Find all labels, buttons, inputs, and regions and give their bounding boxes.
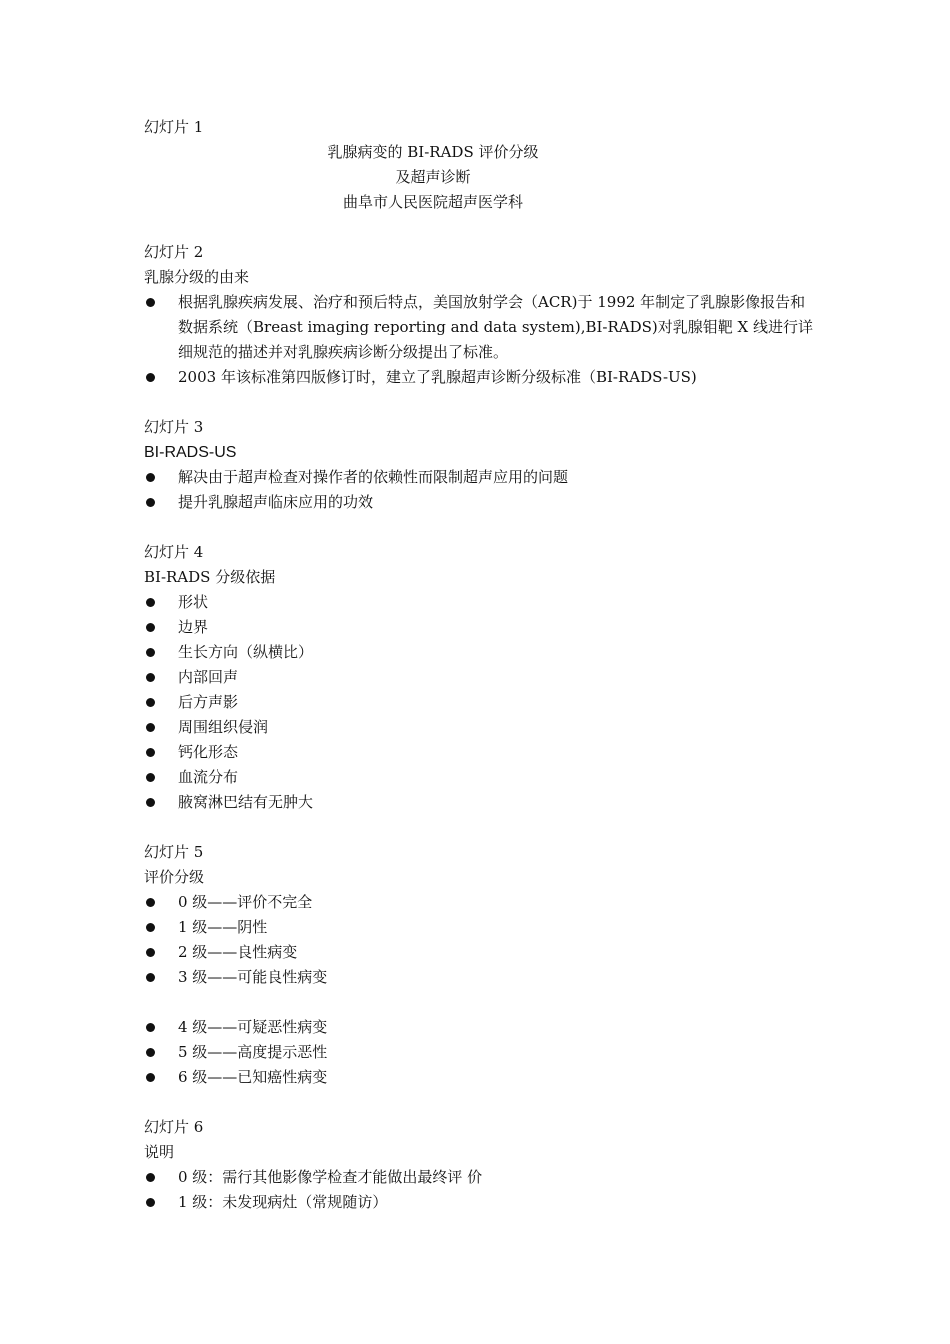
bullet-icon (146, 473, 155, 482)
slide-2-label: 幻灯片 2 (144, 243, 204, 261)
spacer (144, 990, 814, 1015)
bullet-text: 2 级——良性病变 (178, 943, 298, 961)
bullet-text: 后方声影 (178, 693, 239, 711)
list-item (144, 1015, 814, 1040)
spacer (144, 815, 814, 840)
list-item (144, 715, 814, 740)
list-item (144, 940, 814, 965)
list-item (144, 615, 814, 640)
bullet-text: 2003 年该标准第四版修订时，建立了乳腺超声诊断分级标准（BI-RADS-US) (178, 368, 697, 386)
list-item (144, 790, 814, 815)
bullet-text: 0 级：需行其他影像学检查才能做出最终评 价 (178, 1168, 483, 1186)
bullet-icon (146, 623, 155, 632)
bullet-text: 形状 (178, 593, 209, 611)
slide-4-heading: BI-RADS 分级依据 (144, 568, 276, 586)
slide-1-title-line-1: 乳腺病变的 BI-RADS 评价分级 (327, 143, 539, 161)
list-item (144, 1165, 814, 1190)
bullet-icon (146, 373, 155, 382)
slide-6-heading: 说明 (144, 1143, 175, 1161)
bullet-icon (146, 1023, 155, 1032)
bullet-icon (146, 698, 155, 707)
bullet-icon (146, 748, 155, 757)
slide-3-heading: BI-RADS-US (144, 444, 237, 461)
bullet-icon (146, 598, 155, 607)
bullet-icon (146, 723, 155, 732)
bullet-text: 5 级——高度提示恶性 (178, 1043, 328, 1061)
list-item (144, 765, 814, 790)
slide-5-bullet-list-a (144, 890, 814, 990)
bullet-icon (146, 1048, 155, 1057)
slide-1-label: 幻灯片 1 (144, 118, 204, 136)
bullet-text: 血流分布 (178, 768, 239, 786)
bullet-text: 提升乳腺超声临床应用的功效 (178, 493, 374, 511)
list-item (144, 490, 814, 515)
list-item (144, 465, 814, 490)
list-item (144, 965, 814, 990)
bullet-text: 4 级——可疑恶性病变 (178, 1018, 328, 1036)
bullet-text: 解决由于超声检查对操作者的依赖性而限制超声应用的问题 (178, 468, 569, 486)
bullet-text: 6 级——已知癌性病变 (178, 1068, 328, 1086)
bullet-text: 钙化形态 (178, 743, 239, 761)
list-item (144, 915, 814, 940)
bullet-text: 根据乳腺疾病发展、治疗和预后特点，美国放射学会（ACR)于 1992 年制定了乳腺影像报告和数据系统（Breast imaging reporting and data system),BI-RADS)对乳腺钼靶 X 线进行详细规范的描述并对乳腺疾病诊断分级提出了标准。 (178, 293, 813, 361)
slide-4-label: 幻灯片 4 (144, 543, 204, 561)
slide-2-bullet-list (144, 290, 814, 390)
bullet-icon (146, 773, 155, 782)
bullet-icon (146, 673, 155, 682)
list-item (144, 1190, 814, 1215)
bullet-icon (146, 948, 155, 957)
bullet-text: 周围组织侵润 (178, 718, 269, 736)
list-item (144, 590, 814, 615)
document-page (144, 115, 814, 1215)
slide-4-bullet-list (144, 590, 814, 815)
slide-3-bullet-list (144, 465, 814, 515)
list-item (144, 1040, 814, 1065)
bullet-text: 生长方向（纵横比） (178, 643, 314, 661)
bullet-text: 0 级——评价不完全 (178, 893, 313, 911)
slide-2-heading: 乳腺分级的由来 (144, 268, 250, 286)
slide-5-bullet-list-b (144, 1015, 814, 1090)
bullet-icon (146, 1073, 155, 1082)
bullet-icon (146, 1173, 155, 1182)
spacer (144, 215, 814, 240)
bullet-icon (146, 298, 155, 307)
bullet-icon (146, 648, 155, 657)
list-item (144, 365, 814, 390)
bullet-text: 边界 (178, 618, 209, 636)
bullet-text: 内部回声 (178, 668, 239, 686)
list-item (144, 1065, 814, 1090)
bullet-icon (146, 923, 155, 932)
spacer (144, 390, 814, 415)
list-item (144, 740, 814, 765)
slide-6-label: 幻灯片 6 (144, 1118, 204, 1136)
list-item (144, 890, 814, 915)
slide-6-bullet-list (144, 1165, 814, 1215)
slide-1-title-line-2: 及超声诊断 (395, 168, 471, 186)
bullet-icon (146, 798, 155, 807)
bullet-icon (146, 1198, 155, 1207)
list-item (144, 690, 814, 715)
bullet-icon (146, 498, 155, 507)
bullet-icon (146, 973, 155, 982)
bullet-text: 1 级——阴性 (178, 918, 268, 936)
bullet-text: 腋窝淋巴结有无肿大 (178, 793, 314, 811)
slide-3-label: 幻灯片 3 (144, 418, 204, 436)
spacer (144, 1090, 814, 1115)
bullet-icon (146, 898, 155, 907)
bullet-text: 3 级——可能良性病变 (178, 968, 328, 986)
slide-5-label: 幻灯片 5 (144, 843, 204, 861)
list-item (144, 640, 814, 665)
list-item (144, 665, 814, 690)
slide-5-heading: 评价分级 (144, 868, 205, 886)
spacer (144, 515, 814, 540)
list-item (144, 290, 814, 365)
bullet-text: 1 级：未发现病灶（常规随访） (178, 1193, 388, 1211)
slide-1-title-line-3: 曲阜市人民医院超声医学科 (342, 193, 523, 211)
